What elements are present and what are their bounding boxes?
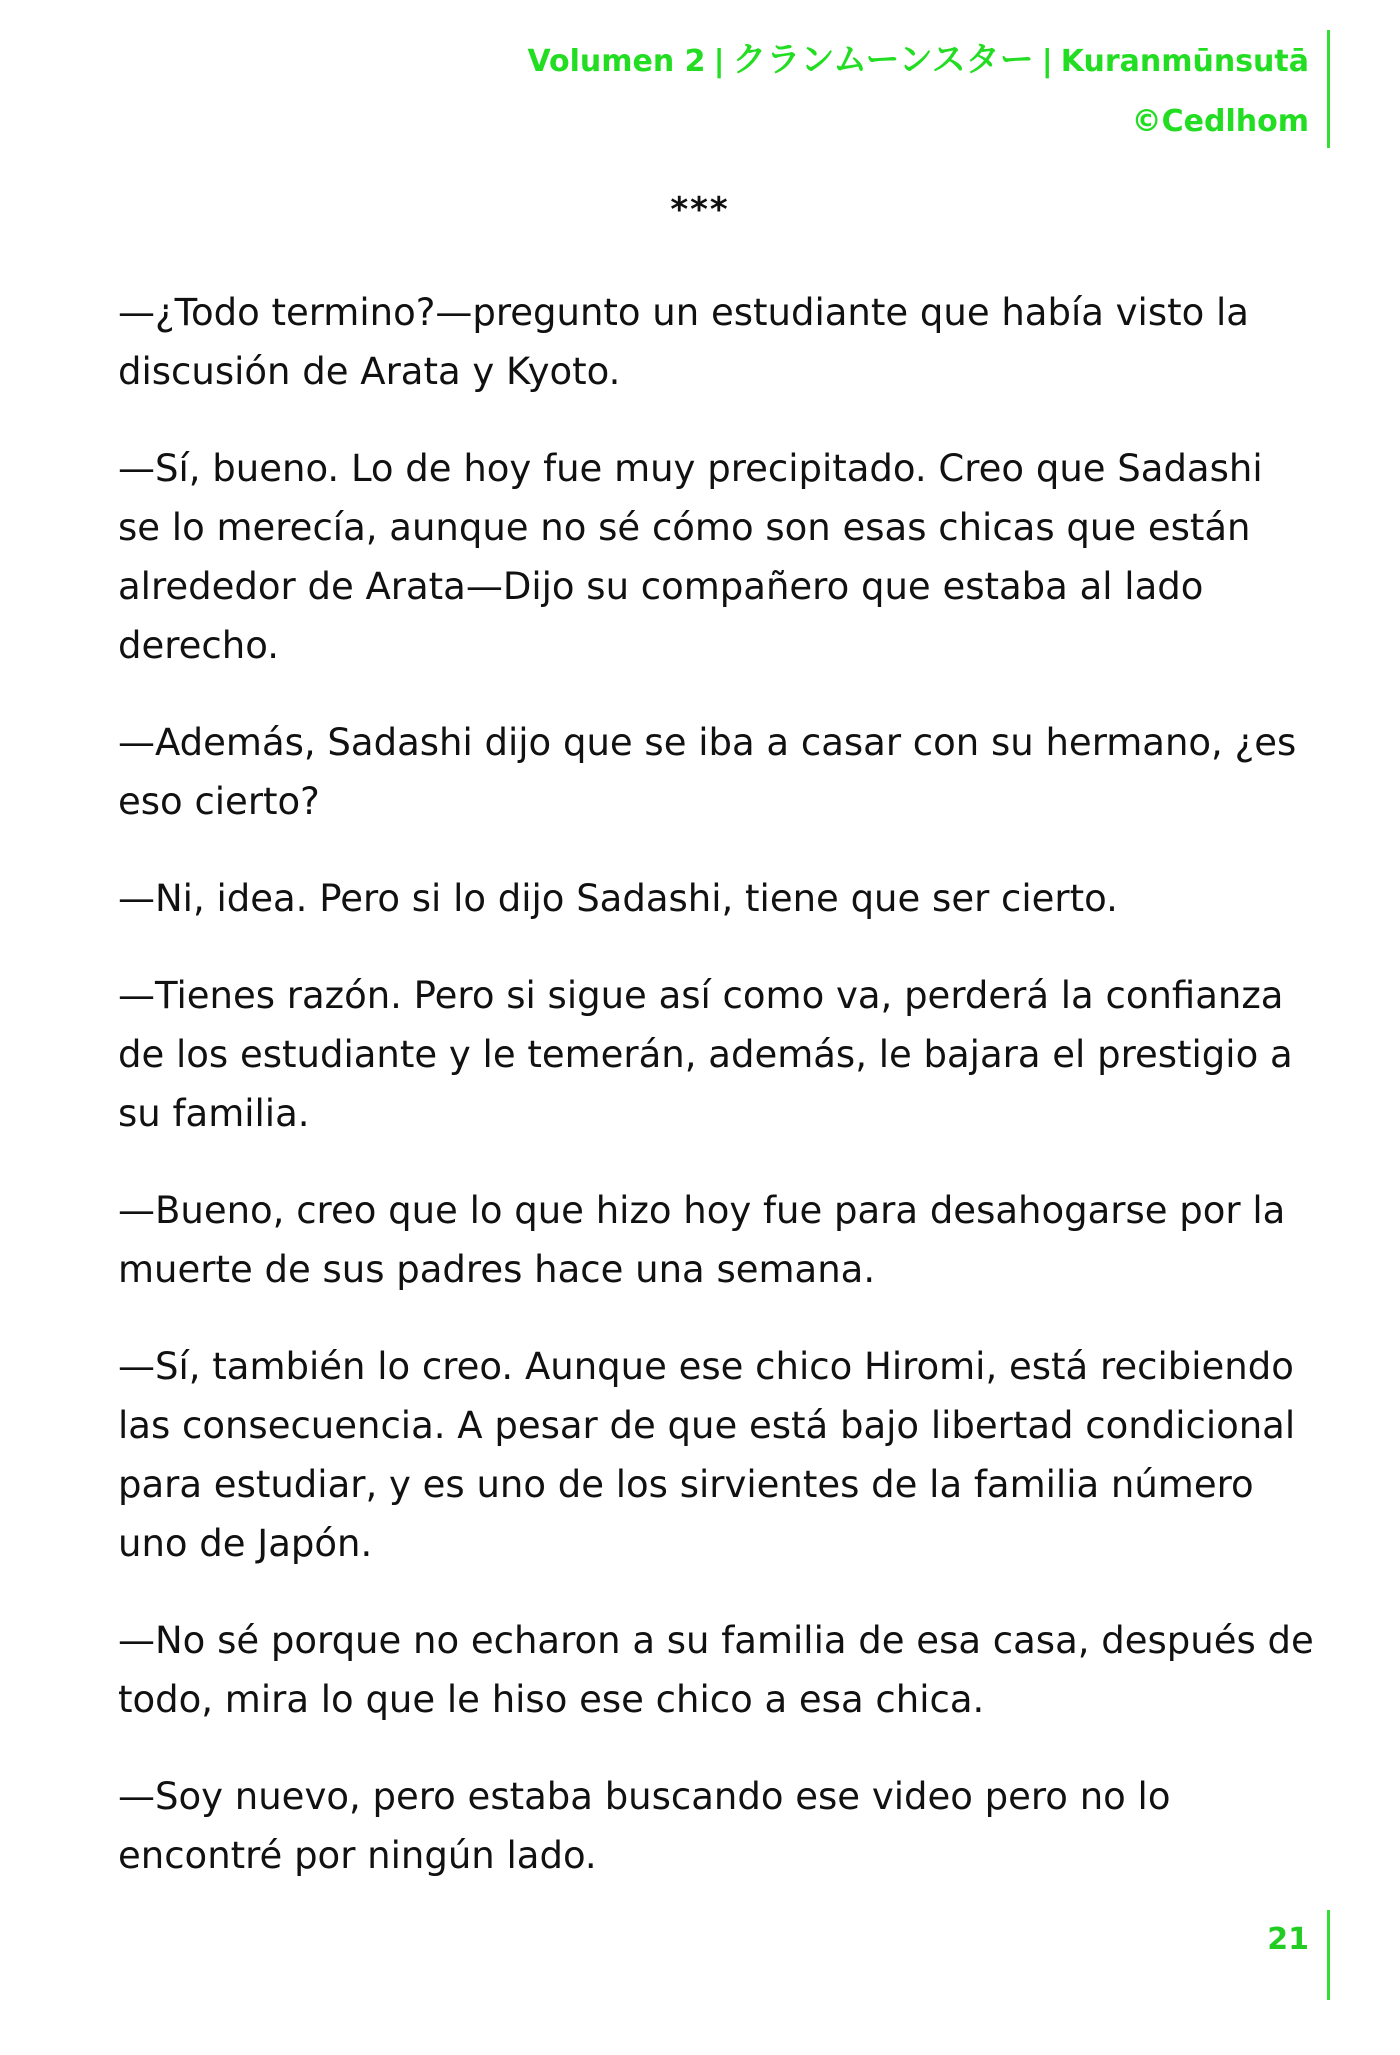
paragraph: —Sí, bueno. Lo de hoy fue muy precipitado. Creo que Sadashi se lo merecía, aunque no sé cómo son esas chicas que están alrededor de Arata—Dijo su compañero que estaba al lado derecho. [118,447,1263,667]
paragraph: —Tienes razón. Pero si sigue así como va, perderá la confianza de los estudiante y le temerán, además, le bajara el prestigio a su familia. [118,974,1293,1135]
paragraph: —Sí, también lo creo. Aunque ese chico Hiromi, está recibiendo las consecuencia. A pesar de que está bajo libertad condicional para estudiar, y es uno de los sirvientes de la familia número uno de Japón. [118,1345,1296,1565]
paragraph: —Además, Sadashi dijo que se iba a casar con su hermano, ¿es eso cierto? [118,721,1297,823]
paragraph: —No sé porque no echaron a su familia de esa casa, después de todo, mira lo que le hiso ese chico a esa chica. [118,1619,1314,1721]
title-romaji: Kuranmūnsutā [1060,44,1309,79]
paragraph: —Soy nuevo, pero estaba buscando ese video pero no lo encontré por ningún lado. [118,1775,1171,1877]
page-header [527,30,1330,148]
paragraph: —¿Todo termino?—pregunto un estudiante que había visto la discusión de Arata y Kyoto. [118,291,1249,393]
header-separator-1: | [713,44,725,79]
page-footer [1267,1910,1330,2000]
author-credit: ©Cedlhom [1131,104,1309,139]
paragraph: —Bueno, creo que lo que hizo hoy fue para desahogarse por la muerte de sus padres hace una semana. [118,1189,1286,1291]
title-japanese: クランムーンスター [732,40,1034,80]
volume-label: Volumen 2 [527,44,706,79]
scene-break: *** [670,190,730,230]
body-text [118,283,1318,1923]
header-separator-2: | [1041,44,1053,79]
page-number: 21 [1267,1922,1309,1957]
paragraph: —Ni, idea. Pero si lo dijo Sadashi, tiene que ser cierto. [118,877,1118,920]
header-title-line [527,30,1309,92]
